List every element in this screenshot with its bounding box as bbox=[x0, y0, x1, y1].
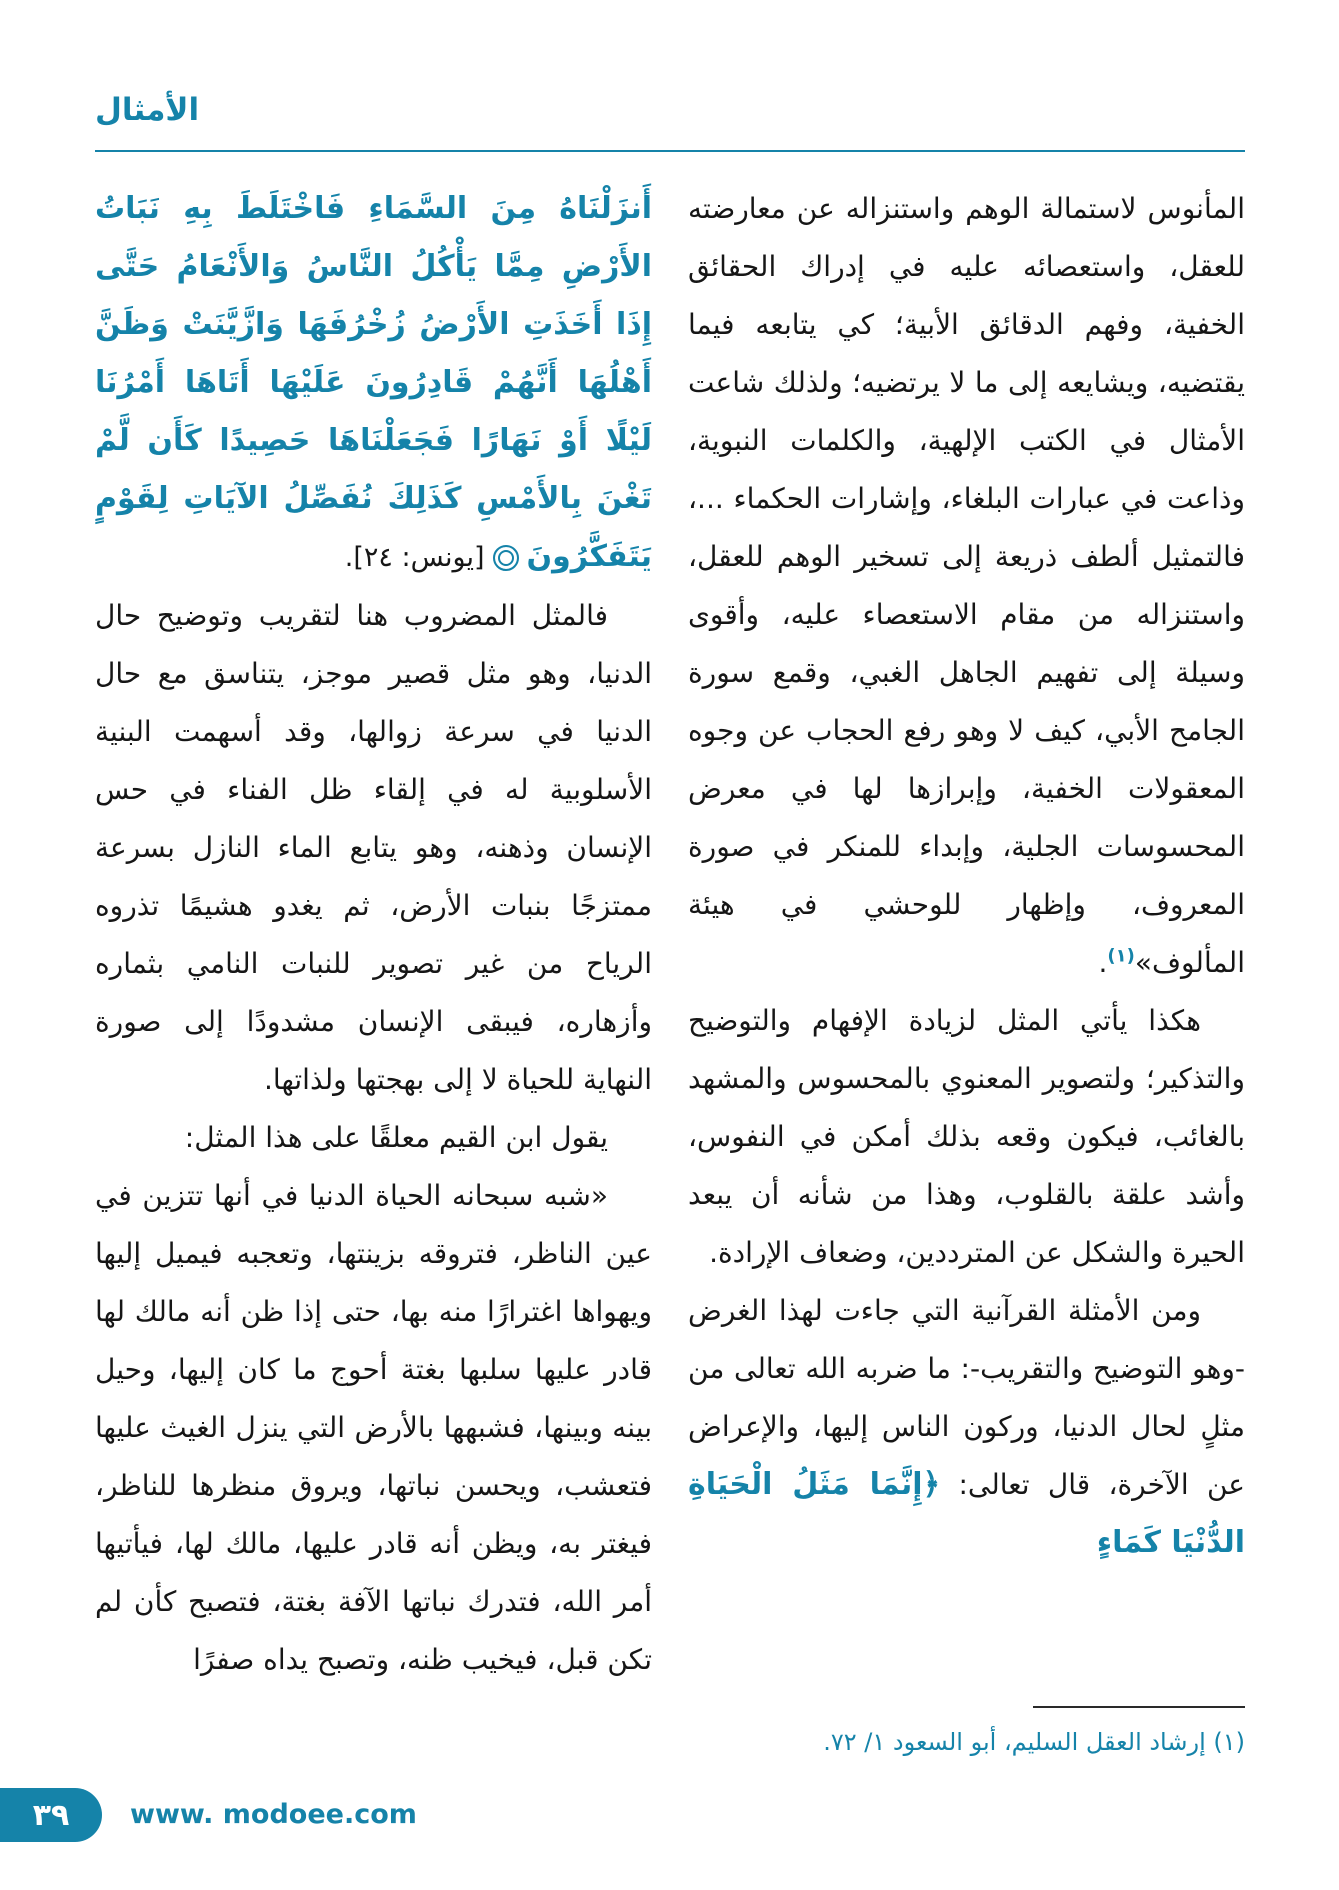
website-link[interactable]: www. modoee.com bbox=[130, 1799, 417, 1830]
footnote-separator bbox=[1033, 1706, 1245, 1708]
quran-verse-block bbox=[95, 180, 652, 587]
body-text: هكذا يأتي المثل لزيادة الإفهام والتوضيح والتذكير؛ ولتصوير المعنوي بالمحسوس والمشهد بالغائب، فيكون وقعه بذلك أمكن في النفوس، وأشد علقة بالقلوب، وهذا من شأنه أن يبعد الحيرة والشكل عن المترددين، وضعاف الإرادة. bbox=[688, 1004, 1245, 1269]
body-text: «شبه سبحانه الحياة الدنيا في أنها تتزين في عين الناظر، فتروقه بزينتها، وتعجبه فيميل إليها ويهواها اغترارًا منه بها، حتى إذا ظن أنه مالك لها قادر عليها سلبها بغتة أحوج ما كان إليها، وحيل بينه وبينها، فشبهها بالأرض التي ينزل الغيث عليها فتعشب، ويحسن نباتها، ويروق منظرها للناظر، فيغتر به، ويظن أنه قادر عليها، مالك لها، فيأتيها أمر الله، فتدرك نباتها الآفة بغتة، فتصبح كأن لم تكن قبل، فيخيب ظنه، وتصبح يداه صفرًا bbox=[95, 1179, 652, 1676]
footnote-marker: (١) bbox=[1107, 945, 1135, 967]
verse-reference: [يونس: ٢٤]. bbox=[344, 542, 485, 573]
body-text: يقول ابن القيم معلقًا على هذا المثل: bbox=[184, 1121, 608, 1154]
body-text: المأنوس لاستمالة الوهم واستنزاله عن معارضته للعقل، واستعصائه عليه في إدراك الحقائق الخفية، وفهم الدقائق الأبية؛ كي يتابعه فيما يقتضيه، ويشايعه إلى ما لا يرتضيه؛ ولذلك شاعت الأمثال في الكتب الإلهية، والكلمات النبوية، وذاعت في عبارات البلغاء، وإشارات الحكماء ...، فالتمثيل ألطف ذريعة إلى تسخير الوهم للعقل، واستنزاله من مقام الاستعصاء عليه، وأقوى وسيلة إلى تفهيم الجاهل الغبي، وقمع سورة الجامح الأبي، كيف لا وهو رفع الحجاب عن وجوه المعقولات الخفية، وإبرازها لها في معرض المحسوسات الجلية، وإبداء للمنكر في صورة المعروف، وإظهار للوحشي في هيئة المألوف» bbox=[688, 192, 1245, 979]
column-right bbox=[688, 180, 1245, 1882]
page-number-badge bbox=[0, 1788, 102, 1842]
quran-verse: أَنزَلْنَاهُ مِنَ السَّمَاءِ فَاخْتَلَطَ بِهِ نَبَاتُ الأَرْضِ مِمَّا يَأْكُلُ النَّاسُ وَالأَنْعَامُ حَتَّى إِذَا أَخَذَتِ الأَرْضُ زُخْرُفَهَا وَازَّيَّنَتْ وَظَنَّ أَهْلُهَا أَنَّهُمْ قَادِرُونَ عَلَيْهَا أَتَاهَا أَمْرُنَا لَيْلًا أَوْ نَهَارًا فَجَعَلْنَاهَا حَصِيدًا كَأَن لَّمْ تَغْنَ بِالأَمْسِ كَذَلِكَ نُفَصِّلُ الآيَاتِ لِقَوْمٍ يَتَفَكَّرُونَ bbox=[95, 191, 652, 574]
paragraph bbox=[688, 180, 1245, 992]
footnote bbox=[685, 1706, 1245, 1763]
paragraph bbox=[688, 992, 1245, 1282]
body-text: . bbox=[1098, 946, 1108, 979]
body-text: فالمثل المضروب هنا لتقريب وتوضيح حال الدنيا، وهو مثل قصير موجز، يتناسق مع حال الدنيا في سرعة زوالها، وقد أسهمت البنية الأسلوبية له في إلقاء ظل الفناء في حس الإنسان وذهنه، وهو يتابع الماء النازل بسرعة ممتزجًا بنبات الأرض، ثم يغدو هشيمًا تذروه الرياح من غير تصوير للنبات النامي بثماره وأزهاره، فيبقى الإنسان مشدودًا إلى صورة النهاية للحياة لا إلى بهجتها ولذاتها. bbox=[95, 599, 652, 1096]
page-number: ٣٩ bbox=[32, 1797, 70, 1833]
paragraph bbox=[95, 1109, 652, 1167]
paragraph bbox=[95, 1167, 652, 1689]
quran-quote-inline: ﴿إِنَّمَا مَثَلُ الْحَيَاةِ الدُّنْيَا كَمَاءٍ bbox=[688, 1467, 1245, 1560]
page-header-title: الأمثال bbox=[95, 92, 200, 128]
footnote-text: (١) إرشاد العقل السليم، أبو السعود ١/ ٧٢. bbox=[823, 1728, 1245, 1756]
header-divider bbox=[95, 150, 1245, 152]
paragraph bbox=[95, 587, 652, 1109]
body-text: ومن الأمثلة القرآنية التي جاءت لهذا الغرض -وهو التوضيح والتقريب-: ما ضربه الله تعالى من مثلٍ لحال الدنيا، وركون الناس إليها، والإعراض عن الآخرة، قال تعالى: bbox=[688, 1294, 1245, 1501]
paragraph bbox=[688, 1282, 1245, 1572]
column-left bbox=[95, 180, 652, 1882]
text-columns bbox=[95, 180, 1245, 1882]
ayah-end-ornament-icon bbox=[493, 545, 519, 571]
